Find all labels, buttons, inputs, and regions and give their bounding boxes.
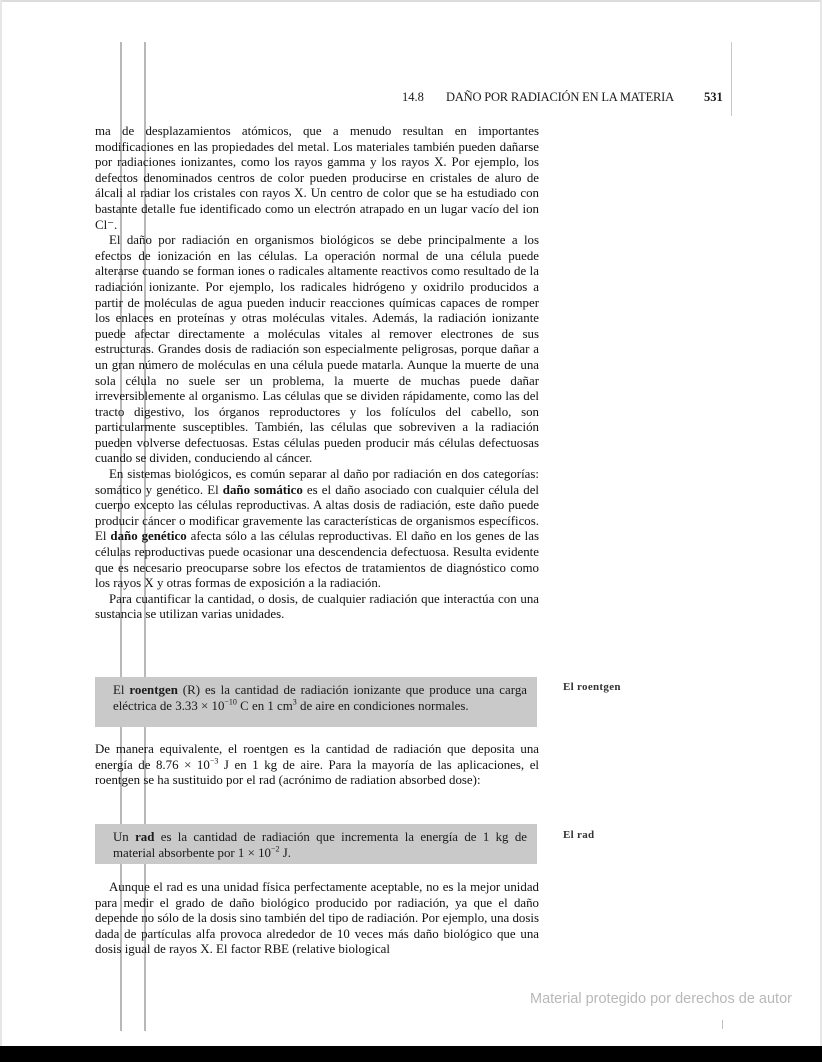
paragraph: ma de desplazamientos atómicos, que a menudo resultan en importantes modificaciones en las propiedades del metal. Los materiales también pueden dañarse por radiaciones ionizantes, como los rayos gamma y los rayos X. Por ejemplo, los defectos denominados centros de color pueden producirse en cristales de aluro de álcali al radiar los cristales con rayos X. Un centro de color que se ha estudiado con bastante detalle fue identificado como un electrón atrapado en un lugar vacío del ion Cl⁻. xyxy=(95,124,539,232)
text-run: El xyxy=(113,683,130,697)
exponent: −3 xyxy=(209,756,219,766)
term-roentgen: roentgen xyxy=(129,683,178,697)
text-run: es el daño asociado con cualquier célula del cuerpo excepto las células reproductivas. A altas dosis de radiación, este daño puede producir cáncer o modificar gravemente las características de organismos específicos. El xyxy=(95,482,539,544)
exponent: −2 xyxy=(270,844,280,854)
copyright-watermark: Material protegido por derechos de autor xyxy=(530,991,792,1007)
definition-box-roentgen xyxy=(95,677,537,727)
paragraph: Aunque el rad es una unidad física perfectamente aceptable, no es la mejor unidad para medir el grado de daño biológico producido por radiación, ya que el daño depende no sólo de la dosis sino también del tipo de radiación. Por ejemplo, una dosis dada de partículas alfa provoca alrededor de 10 veces más daño biológico que una dosis igual de rayos X. El factor RBE (relative biological xyxy=(95,880,539,957)
chapter-title: DAÑO POR RADIACIÓN EN LA MATERIA xyxy=(446,90,674,104)
margin-note-roentgen: El roentgen xyxy=(563,681,621,693)
margin-note-rad: El rad xyxy=(563,829,595,841)
exponent: 3 xyxy=(292,697,297,707)
body-text-block xyxy=(95,880,539,958)
page-number: 531 xyxy=(704,90,723,104)
paragraph xyxy=(95,467,539,592)
text-run: En sistemas biológicos, es común separar al daño por radiación en dos categorías: somático y genético. El xyxy=(95,467,539,497)
paragraph: Para cuantificar la cantidad, o dosis, de cualquier radiación que interactúa con una sustancia se utilizan varias unidades. xyxy=(95,591,539,622)
viewer-border-top xyxy=(0,0,822,2)
text-run: (R) es la cantidad de radiación ionizante que produce una carga eléctrica de 3.33 × 10 xyxy=(113,683,527,713)
body-text-block xyxy=(95,742,539,789)
term-dano-genetico: daño genético xyxy=(110,529,187,544)
body-text-block xyxy=(95,124,539,623)
paragraph: El daño por radiación en organismos biológicos se debe principalmente a los efectos de ionización en las células. La operación normal de una célula puede alterarse cuando se forman iones o radicales altamente reactivos como resultado de la radiación ionizante. Por ejemplo, los radicales hidrógeno y oxidrilo producidos a partir de moléculas de agua pueden inducir reacciones químicas capaces de romper los enlaces en proteínas y otras moléculas vitales. Además, la radiación ionizante puede afectar directamente a moléculas vitales al remover electrones de sus estructuras. Grandes dosis de radiación son especialmente peligrosas, porque dañar a un gran número de moléculas en una célula puede matarla. Aunque la muerte de una sola célula no suele ser un problema, la muerte de muchas puede dañar irreversiblemente al organismo. Las células que se dividen rápidamente, como las del tracto digestivo, los órganos reproductores y los folículos del cabello, son particularmente susceptibles. También, las células que sobreviven a la radiación pueden volverse defectuosas. Estas células pueden producir más células defectuosas cuando se dividen, conduciendo al cáncer. xyxy=(95,233,539,466)
text-run: afecta sólo a las células reproductivas. El daño en los genes de las células reproductivas puede ocasionar una descendencia defectuosa. Resulta evidente que es necesario preocuparse sobre los efectos de tratamientos de diagnóstico como los rayos X y otras formas de exposición a la radiación. xyxy=(95,529,539,591)
section-number: 14.8 xyxy=(402,90,424,104)
term-rad: rad xyxy=(135,830,155,844)
text-run: es la cantidad de radiación que incrementa la energía de 1 kg de material absorbente por 1 × 10 xyxy=(113,830,527,860)
scan-mark xyxy=(722,1020,723,1029)
term-dano-somatico: daño somático xyxy=(222,482,303,497)
running-head xyxy=(400,90,740,110)
text-run: De manera equivalente, el roentgen es la cantidad de radiación que deposita una energía de 8.76 × 10 xyxy=(95,742,539,772)
text-run: J en 1 kg de aire. Para la mayoría de las aplicaciones, el roentgen se ha sustituido por el rad (acrónimo de radiation absorbed dose): xyxy=(95,757,539,788)
viewer-border-left xyxy=(0,0,2,1046)
text-run: de aire en condiciones normales. xyxy=(296,698,469,713)
text-run: J. xyxy=(279,845,291,860)
bottom-bar xyxy=(0,1046,822,1062)
exponent: −10 xyxy=(224,697,237,707)
paragraph xyxy=(95,742,539,789)
text-run: Un xyxy=(113,830,136,844)
text-run: C en 1 cm xyxy=(236,698,293,713)
definition-box-rad xyxy=(95,824,537,864)
